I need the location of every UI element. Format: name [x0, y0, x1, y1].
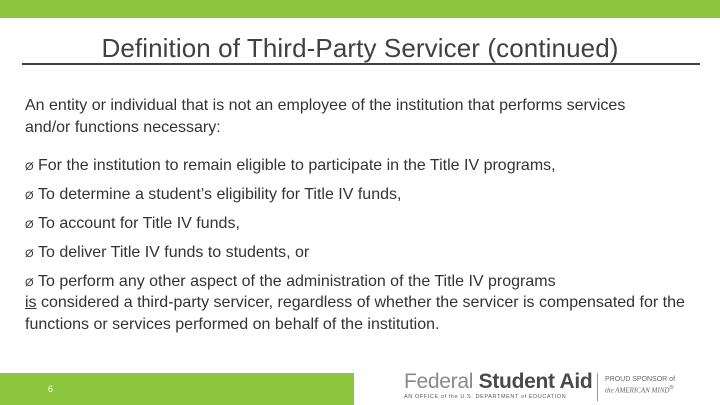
list-item — [25, 210, 705, 239]
bullet-text: To deliver Title IV funds to students, or — [38, 244, 310, 261]
logo-wordmark — [404, 371, 592, 393]
slide-title: Definition of Third-Party Servicer (continued) — [101, 33, 619, 63]
logo-divider — [597, 373, 598, 401]
bullet-text: To account for Title IV funds, — [38, 215, 240, 232]
arrow-bullet-icon: Ø — [25, 161, 34, 173]
list-item — [25, 152, 705, 181]
logo-subtitle: AN OFFICE of the U.S. DEPARTMENT of EDUCATION — [404, 394, 567, 400]
federal-student-aid-logo — [404, 371, 704, 405]
arrow-bullet-icon: Ø — [25, 219, 34, 231]
intro-paragraph: An entity or individual that is not an employee of the institution that performs services and/or functions necessary: — [25, 97, 626, 136]
list-item — [25, 239, 705, 268]
bullet-list — [25, 152, 705, 297]
footer-accent-bar — [0, 373, 354, 405]
conclusion-text: considered a third-party servicer, regardless of whether the servicer is compensated for the functions or services performed on behalf of the institution. — [25, 294, 685, 333]
bullet-text: To determine a student’s eligibility for Title IV funds, — [38, 186, 402, 203]
page-number: 6 — [48, 384, 54, 394]
arrow-bullet-icon: Ø — [25, 277, 34, 289]
registered-mark: ® — [669, 385, 674, 391]
bullet-text: To perform any other aspect of the administration of the Title IV programs — [38, 273, 556, 290]
sponsor-line-2: the AMERICAN MIND — [605, 386, 670, 395]
logo-student-aid-text: Student Aid — [478, 370, 593, 393]
list-item — [25, 181, 705, 210]
bullet-text: For the institution to remain eligible to participate in the Title IV programs, — [38, 157, 556, 174]
sponsor-line-1: PROUD SPONSOR of — [605, 376, 676, 383]
conclusion-lead-word: is — [25, 294, 37, 311]
top-accent-band — [0, 0, 720, 18]
sponsor-tagline — [605, 375, 675, 395]
arrow-bullet-icon: Ø — [25, 248, 34, 260]
conclusion-paragraph — [25, 292, 705, 336]
arrow-bullet-icon: Ø — [25, 190, 34, 202]
title-underline — [22, 63, 700, 65]
logo-federal-text: Federal — [404, 370, 479, 393]
